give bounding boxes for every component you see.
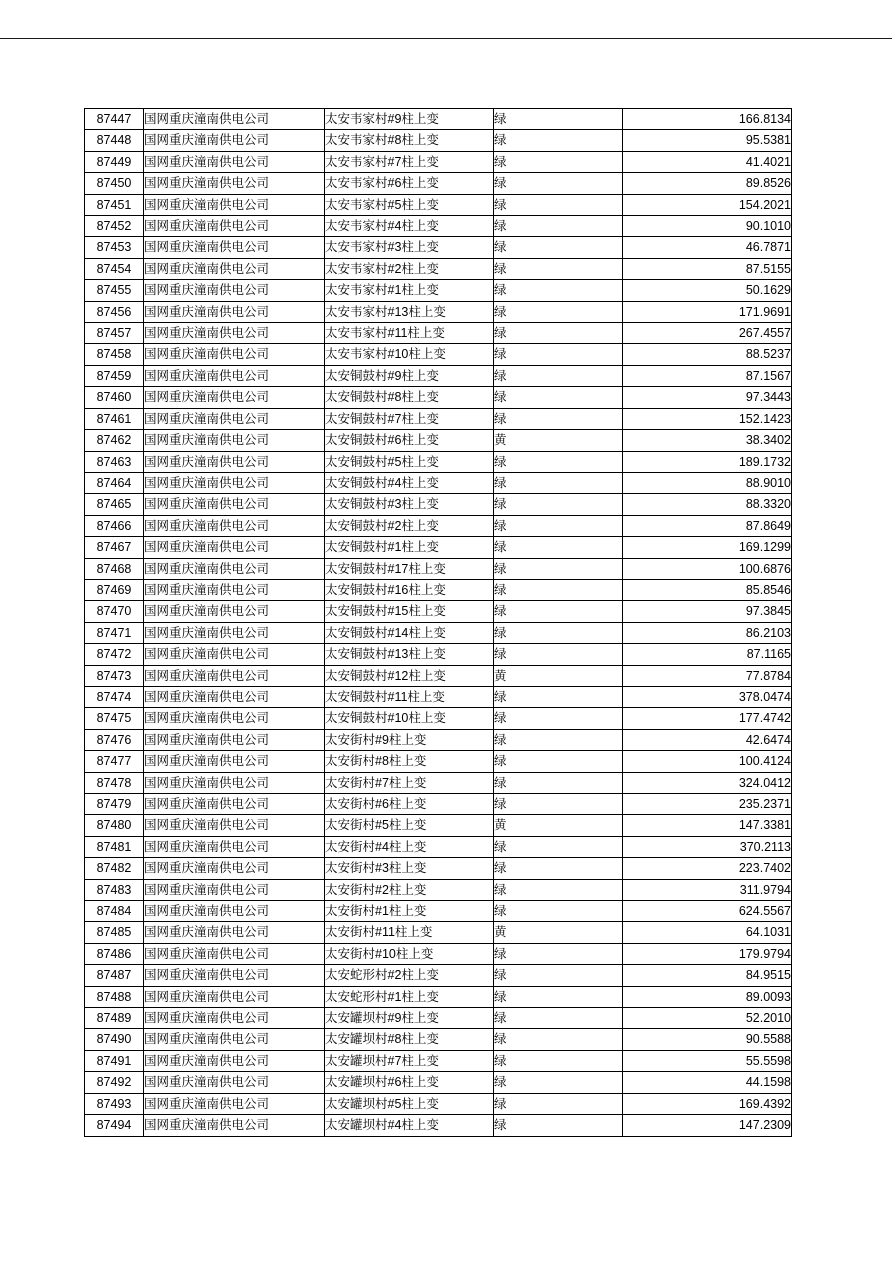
- row-id-cell: 87490: [85, 1029, 144, 1050]
- report-table: [84, 108, 792, 1137]
- value-cell: 179.9794: [623, 943, 792, 964]
- row-id-cell: 87461: [85, 408, 144, 429]
- status-cell: 黄: [494, 922, 623, 943]
- company-cell: 国网重庆潼南供电公司: [144, 901, 325, 922]
- company-cell: 国网重庆潼南供电公司: [144, 451, 325, 472]
- company-cell: 国网重庆潼南供电公司: [144, 258, 325, 279]
- transformer-name-cell: 太安铜鼓村#6柱上变: [325, 430, 494, 451]
- row-id-cell: 87482: [85, 858, 144, 879]
- value-cell: 90.1010: [623, 216, 792, 237]
- row-id-cell: 87480: [85, 815, 144, 836]
- table-row: [85, 794, 792, 815]
- status-cell: 绿: [494, 836, 623, 857]
- value-cell: 88.3320: [623, 494, 792, 515]
- table-row: [85, 1093, 792, 1114]
- table-row: [85, 109, 792, 130]
- company-cell: 国网重庆潼南供电公司: [144, 644, 325, 665]
- status-cell: 绿: [494, 1072, 623, 1093]
- row-id-cell: 87473: [85, 665, 144, 686]
- table-row: [85, 173, 792, 194]
- company-cell: 国网重庆潼南供电公司: [144, 280, 325, 301]
- transformer-name-cell: 太安铜鼓村#9柱上变: [325, 365, 494, 386]
- status-cell: 绿: [494, 1093, 623, 1114]
- company-cell: 国网重庆潼南供电公司: [144, 943, 325, 964]
- row-id-cell: 87450: [85, 173, 144, 194]
- table-row: [85, 686, 792, 707]
- transformer-name-cell: 太安韦家村#1柱上变: [325, 280, 494, 301]
- transformer-name-cell: 太安韦家村#10柱上变: [325, 344, 494, 365]
- value-cell: 624.5567: [623, 901, 792, 922]
- status-cell: 绿: [494, 408, 623, 429]
- row-id-cell: 87474: [85, 686, 144, 707]
- company-cell: 国网重庆潼南供电公司: [144, 173, 325, 194]
- table-row: [85, 622, 792, 643]
- transformer-name-cell: 太安韦家村#2柱上变: [325, 258, 494, 279]
- status-cell: 绿: [494, 686, 623, 707]
- transformer-name-cell: 太安罐坝村#6柱上变: [325, 1072, 494, 1093]
- transformer-name-cell: 太安街村#10柱上变: [325, 943, 494, 964]
- company-cell: 国网重庆潼南供电公司: [144, 344, 325, 365]
- transformer-name-cell: 太安铜鼓村#13柱上变: [325, 644, 494, 665]
- company-cell: 国网重庆潼南供电公司: [144, 472, 325, 493]
- status-cell: 绿: [494, 965, 623, 986]
- transformer-name-cell: 太安铜鼓村#8柱上变: [325, 387, 494, 408]
- transformer-name-cell: 太安街村#6柱上变: [325, 794, 494, 815]
- status-cell: 绿: [494, 365, 623, 386]
- company-cell: 国网重庆潼南供电公司: [144, 922, 325, 943]
- table-row: [85, 130, 792, 151]
- company-cell: 国网重庆潼南供电公司: [144, 729, 325, 750]
- row-id-cell: 87460: [85, 387, 144, 408]
- transformer-name-cell: 太安韦家村#7柱上变: [325, 151, 494, 172]
- row-id-cell: 87459: [85, 365, 144, 386]
- table-row: [85, 537, 792, 558]
- status-cell: 绿: [494, 858, 623, 879]
- status-cell: 绿: [494, 986, 623, 1007]
- row-id-cell: 87493: [85, 1093, 144, 1114]
- value-cell: 90.5588: [623, 1029, 792, 1050]
- value-cell: 147.2309: [623, 1115, 792, 1136]
- value-cell: 64.1031: [623, 922, 792, 943]
- value-cell: 86.2103: [623, 622, 792, 643]
- value-cell: 169.4392: [623, 1093, 792, 1114]
- status-cell: 绿: [494, 258, 623, 279]
- transformer-name-cell: 太安韦家村#11柱上变: [325, 323, 494, 344]
- status-cell: 绿: [494, 622, 623, 643]
- transformer-name-cell: 太安韦家村#8柱上变: [325, 130, 494, 151]
- value-cell: 41.4021: [623, 151, 792, 172]
- transformer-name-cell: 太安蛇形村#1柱上变: [325, 986, 494, 1007]
- row-id-cell: 87485: [85, 922, 144, 943]
- company-cell: 国网重庆潼南供电公司: [144, 109, 325, 130]
- value-cell: 166.8134: [623, 109, 792, 130]
- value-cell: 152.1423: [623, 408, 792, 429]
- row-id-cell: 87457: [85, 323, 144, 344]
- company-cell: 国网重庆潼南供电公司: [144, 686, 325, 707]
- company-cell: 国网重庆潼南供电公司: [144, 237, 325, 258]
- company-cell: 国网重庆潼南供电公司: [144, 1072, 325, 1093]
- status-cell: 绿: [494, 109, 623, 130]
- table-row: [85, 836, 792, 857]
- status-cell: 绿: [494, 344, 623, 365]
- company-cell: 国网重庆潼南供电公司: [144, 494, 325, 515]
- row-id-cell: 87488: [85, 986, 144, 1007]
- status-cell: 黄: [494, 665, 623, 686]
- status-cell: 绿: [494, 216, 623, 237]
- table-row: [85, 751, 792, 772]
- status-cell: 绿: [494, 751, 623, 772]
- value-cell: 169.1299: [623, 537, 792, 558]
- table-row: [85, 943, 792, 964]
- status-cell: 绿: [494, 451, 623, 472]
- status-cell: 绿: [494, 301, 623, 322]
- table-row: [85, 151, 792, 172]
- row-id-cell: 87494: [85, 1115, 144, 1136]
- company-cell: 国网重庆潼南供电公司: [144, 216, 325, 237]
- transformer-name-cell: 太安铜鼓村#4柱上变: [325, 472, 494, 493]
- value-cell: 267.4557: [623, 323, 792, 344]
- transformer-name-cell: 太安街村#5柱上变: [325, 815, 494, 836]
- transformer-name-cell: 太安韦家村#5柱上变: [325, 194, 494, 215]
- value-cell: 100.6876: [623, 558, 792, 579]
- transformer-name-cell: 太安铜鼓村#2柱上变: [325, 515, 494, 536]
- transformer-name-cell: 太安街村#8柱上变: [325, 751, 494, 772]
- transformer-name-cell: 太安罐坝村#5柱上变: [325, 1093, 494, 1114]
- company-cell: 国网重庆潼南供电公司: [144, 751, 325, 772]
- value-cell: 89.8526: [623, 173, 792, 194]
- value-cell: 97.3845: [623, 601, 792, 622]
- status-cell: 绿: [494, 879, 623, 900]
- row-id-cell: 87447: [85, 109, 144, 130]
- value-cell: 42.6474: [623, 729, 792, 750]
- transformer-name-cell: 太安街村#7柱上变: [325, 772, 494, 793]
- status-cell: 绿: [494, 772, 623, 793]
- value-cell: 44.1598: [623, 1072, 792, 1093]
- status-cell: 绿: [494, 558, 623, 579]
- value-cell: 378.0474: [623, 686, 792, 707]
- row-id-cell: 87486: [85, 943, 144, 964]
- row-id-cell: 87451: [85, 194, 144, 215]
- value-cell: 87.8649: [623, 515, 792, 536]
- status-cell: 绿: [494, 1050, 623, 1071]
- status-cell: 绿: [494, 601, 623, 622]
- row-id-cell: 87492: [85, 1072, 144, 1093]
- row-id-cell: 87453: [85, 237, 144, 258]
- transformer-name-cell: 太安铜鼓村#10柱上变: [325, 708, 494, 729]
- row-id-cell: 87468: [85, 558, 144, 579]
- report-table-container: [84, 108, 791, 1137]
- company-cell: 国网重庆潼南供电公司: [144, 665, 325, 686]
- value-cell: 87.1165: [623, 644, 792, 665]
- status-cell: 绿: [494, 579, 623, 600]
- row-id-cell: 87467: [85, 537, 144, 558]
- status-cell: 绿: [494, 729, 623, 750]
- transformer-name-cell: 太安罐坝村#7柱上变: [325, 1050, 494, 1071]
- status-cell: 绿: [494, 943, 623, 964]
- status-cell: 绿: [494, 173, 623, 194]
- table-row: [85, 1008, 792, 1029]
- table-row: [85, 494, 792, 515]
- company-cell: 国网重庆潼南供电公司: [144, 151, 325, 172]
- transformer-name-cell: 太安罐坝村#8柱上变: [325, 1029, 494, 1050]
- transformer-name-cell: 太安罐坝村#4柱上变: [325, 1115, 494, 1136]
- table-row: [85, 216, 792, 237]
- status-cell: 绿: [494, 280, 623, 301]
- table-row: [85, 430, 792, 451]
- row-id-cell: 87452: [85, 216, 144, 237]
- table-row: [85, 772, 792, 793]
- transformer-name-cell: 太安韦家村#13柱上变: [325, 301, 494, 322]
- company-cell: 国网重庆潼南供电公司: [144, 537, 325, 558]
- status-cell: 绿: [494, 794, 623, 815]
- company-cell: 国网重庆潼南供电公司: [144, 772, 325, 793]
- company-cell: 国网重庆潼南供电公司: [144, 579, 325, 600]
- status-cell: 绿: [494, 537, 623, 558]
- company-cell: 国网重庆潼南供电公司: [144, 708, 325, 729]
- row-id-cell: 87469: [85, 579, 144, 600]
- status-cell: 绿: [494, 387, 623, 408]
- table-row: [85, 986, 792, 1007]
- value-cell: 100.4124: [623, 751, 792, 772]
- row-id-cell: 87491: [85, 1050, 144, 1071]
- transformer-name-cell: 太安铜鼓村#3柱上变: [325, 494, 494, 515]
- transformer-name-cell: 太安罐坝村#9柱上变: [325, 1008, 494, 1029]
- table-row: [85, 579, 792, 600]
- row-id-cell: 87476: [85, 729, 144, 750]
- table-row: [85, 644, 792, 665]
- row-id-cell: 87454: [85, 258, 144, 279]
- status-cell: 绿: [494, 494, 623, 515]
- company-cell: 国网重庆潼南供电公司: [144, 1008, 325, 1029]
- status-cell: 绿: [494, 901, 623, 922]
- table-row: [85, 1029, 792, 1050]
- table-row: [85, 558, 792, 579]
- table-row: [85, 858, 792, 879]
- row-id-cell: 87456: [85, 301, 144, 322]
- company-cell: 国网重庆潼南供电公司: [144, 601, 325, 622]
- company-cell: 国网重庆潼南供电公司: [144, 879, 325, 900]
- report-table-body: [85, 109, 792, 1137]
- value-cell: 97.3443: [623, 387, 792, 408]
- company-cell: 国网重庆潼南供电公司: [144, 622, 325, 643]
- company-cell: 国网重庆潼南供电公司: [144, 858, 325, 879]
- value-cell: 311.9794: [623, 879, 792, 900]
- status-cell: 绿: [494, 515, 623, 536]
- table-row: [85, 965, 792, 986]
- table-row: [85, 323, 792, 344]
- transformer-name-cell: 太安韦家村#4柱上变: [325, 216, 494, 237]
- row-id-cell: 87449: [85, 151, 144, 172]
- company-cell: 国网重庆潼南供电公司: [144, 301, 325, 322]
- value-cell: 46.7871: [623, 237, 792, 258]
- company-cell: 国网重庆潼南供电公司: [144, 815, 325, 836]
- value-cell: 223.7402: [623, 858, 792, 879]
- value-cell: 77.8784: [623, 665, 792, 686]
- company-cell: 国网重庆潼南供电公司: [144, 515, 325, 536]
- transformer-name-cell: 太安铜鼓村#14柱上变: [325, 622, 494, 643]
- value-cell: 370.2113: [623, 836, 792, 857]
- transformer-name-cell: 太安街村#1柱上变: [325, 901, 494, 922]
- value-cell: 177.4742: [623, 708, 792, 729]
- table-row: [85, 922, 792, 943]
- company-cell: 国网重庆潼南供电公司: [144, 794, 325, 815]
- row-id-cell: 87465: [85, 494, 144, 515]
- table-row: [85, 1115, 792, 1136]
- value-cell: 147.3381: [623, 815, 792, 836]
- status-cell: 绿: [494, 323, 623, 344]
- table-row: [85, 451, 792, 472]
- company-cell: 国网重庆潼南供电公司: [144, 365, 325, 386]
- transformer-name-cell: 太安铜鼓村#12柱上变: [325, 665, 494, 686]
- table-row: [85, 879, 792, 900]
- status-cell: 绿: [494, 130, 623, 151]
- transformer-name-cell: 太安韦家村#9柱上变: [325, 109, 494, 130]
- transformer-name-cell: 太安街村#4柱上变: [325, 836, 494, 857]
- row-id-cell: 87458: [85, 344, 144, 365]
- company-cell: 国网重庆潼南供电公司: [144, 194, 325, 215]
- company-cell: 国网重庆潼南供电公司: [144, 323, 325, 344]
- company-cell: 国网重庆潼南供电公司: [144, 387, 325, 408]
- row-id-cell: 87487: [85, 965, 144, 986]
- status-cell: 绿: [494, 708, 623, 729]
- status-cell: 黄: [494, 430, 623, 451]
- row-id-cell: 87470: [85, 601, 144, 622]
- row-id-cell: 87466: [85, 515, 144, 536]
- table-row: [85, 1050, 792, 1071]
- value-cell: 55.5598: [623, 1050, 792, 1071]
- status-cell: 绿: [494, 1115, 623, 1136]
- transformer-name-cell: 太安街村#3柱上变: [325, 858, 494, 879]
- company-cell: 国网重庆潼南供电公司: [144, 130, 325, 151]
- row-id-cell: 87463: [85, 451, 144, 472]
- transformer-name-cell: 太安韦家村#6柱上变: [325, 173, 494, 194]
- company-cell: 国网重庆潼南供电公司: [144, 965, 325, 986]
- table-row: [85, 601, 792, 622]
- table-row: [85, 708, 792, 729]
- row-id-cell: 87484: [85, 901, 144, 922]
- row-id-cell: 87472: [85, 644, 144, 665]
- row-id-cell: 87489: [85, 1008, 144, 1029]
- row-id-cell: 87448: [85, 130, 144, 151]
- status-cell: 绿: [494, 472, 623, 493]
- table-row: [85, 237, 792, 258]
- row-id-cell: 87477: [85, 751, 144, 772]
- company-cell: 国网重庆潼南供电公司: [144, 1093, 325, 1114]
- value-cell: 235.2371: [623, 794, 792, 815]
- value-cell: 189.1732: [623, 451, 792, 472]
- company-cell: 国网重庆潼南供电公司: [144, 430, 325, 451]
- row-id-cell: 87464: [85, 472, 144, 493]
- value-cell: 38.3402: [623, 430, 792, 451]
- table-row: [85, 258, 792, 279]
- value-cell: 95.5381: [623, 130, 792, 151]
- table-row: [85, 301, 792, 322]
- status-cell: 绿: [494, 237, 623, 258]
- table-row: [85, 901, 792, 922]
- table-row: [85, 280, 792, 301]
- row-id-cell: 87479: [85, 794, 144, 815]
- value-cell: 87.1567: [623, 365, 792, 386]
- value-cell: 171.9691: [623, 301, 792, 322]
- table-row: [85, 1072, 792, 1093]
- transformer-name-cell: 太安铜鼓村#5柱上变: [325, 451, 494, 472]
- value-cell: 50.1629: [623, 280, 792, 301]
- value-cell: 52.2010: [623, 1008, 792, 1029]
- status-cell: 绿: [494, 151, 623, 172]
- value-cell: 87.5155: [623, 258, 792, 279]
- value-cell: 88.5237: [623, 344, 792, 365]
- company-cell: 国网重庆潼南供电公司: [144, 1050, 325, 1071]
- status-cell: 绿: [494, 1029, 623, 1050]
- status-cell: 绿: [494, 194, 623, 215]
- row-id-cell: 87483: [85, 879, 144, 900]
- row-id-cell: 87478: [85, 772, 144, 793]
- company-cell: 国网重庆潼南供电公司: [144, 836, 325, 857]
- table-row: [85, 365, 792, 386]
- transformer-name-cell: 太安铜鼓村#16柱上变: [325, 579, 494, 600]
- row-id-cell: 87481: [85, 836, 144, 857]
- transformer-name-cell: 太安街村#11柱上变: [325, 922, 494, 943]
- page-top-rule: [0, 38, 892, 39]
- transformer-name-cell: 太安铜鼓村#11柱上变: [325, 686, 494, 707]
- company-cell: 国网重庆潼南供电公司: [144, 1029, 325, 1050]
- row-id-cell: 87475: [85, 708, 144, 729]
- value-cell: 84.9515: [623, 965, 792, 986]
- table-row: [85, 194, 792, 215]
- table-row: [85, 344, 792, 365]
- table-row: [85, 815, 792, 836]
- table-row: [85, 515, 792, 536]
- row-id-cell: 87471: [85, 622, 144, 643]
- transformer-name-cell: 太安铜鼓村#15柱上变: [325, 601, 494, 622]
- value-cell: 324.0412: [623, 772, 792, 793]
- transformer-name-cell: 太安街村#2柱上变: [325, 879, 494, 900]
- transformer-name-cell: 太安铜鼓村#1柱上变: [325, 537, 494, 558]
- company-cell: 国网重庆潼南供电公司: [144, 1115, 325, 1136]
- row-id-cell: 87455: [85, 280, 144, 301]
- status-cell: 黄: [494, 815, 623, 836]
- value-cell: 88.9010: [623, 472, 792, 493]
- table-row: [85, 729, 792, 750]
- table-row: [85, 408, 792, 429]
- value-cell: 154.2021: [623, 194, 792, 215]
- transformer-name-cell: 太安韦家村#3柱上变: [325, 237, 494, 258]
- status-cell: 绿: [494, 1008, 623, 1029]
- company-cell: 国网重庆潼南供电公司: [144, 408, 325, 429]
- transformer-name-cell: 太安铜鼓村#17柱上变: [325, 558, 494, 579]
- company-cell: 国网重庆潼南供电公司: [144, 558, 325, 579]
- table-row: [85, 387, 792, 408]
- table-row: [85, 665, 792, 686]
- company-cell: 国网重庆潼南供电公司: [144, 986, 325, 1007]
- status-cell: 绿: [494, 644, 623, 665]
- value-cell: 85.8546: [623, 579, 792, 600]
- transformer-name-cell: 太安蛇形村#2柱上变: [325, 965, 494, 986]
- value-cell: 89.0093: [623, 986, 792, 1007]
- table-row: [85, 472, 792, 493]
- transformer-name-cell: 太安铜鼓村#7柱上变: [325, 408, 494, 429]
- row-id-cell: 87462: [85, 430, 144, 451]
- transformer-name-cell: 太安街村#9柱上变: [325, 729, 494, 750]
